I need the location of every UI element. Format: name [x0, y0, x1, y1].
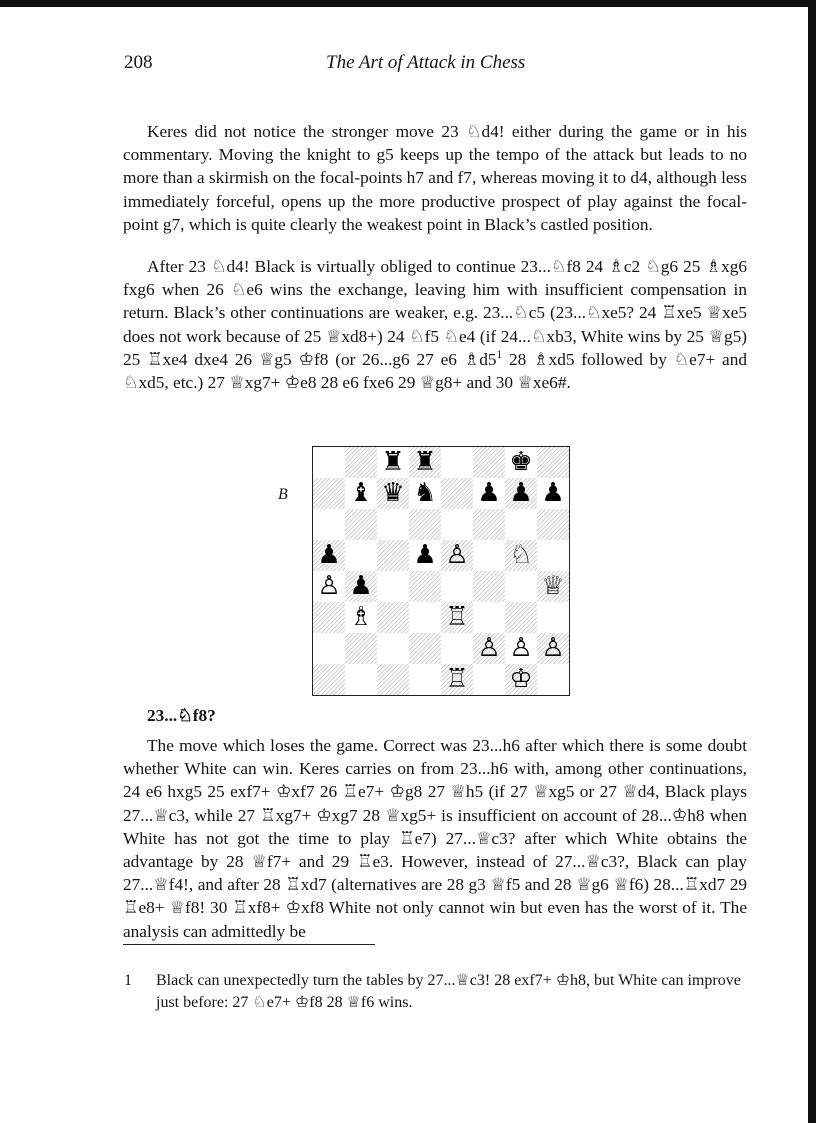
- square-e2: [441, 633, 473, 664]
- square-h1: [537, 664, 569, 695]
- square-d7: [409, 478, 441, 509]
- square-e6: [441, 509, 473, 540]
- square-c8: [377, 447, 409, 478]
- paragraph-analysis-text: After 23 ♘d4! Black is virtually obliged to continue 23...♘f8 24 ♗c2 ♘g6 25 ♗xg6 fxg6 when 26 ♘e6 wins the exchange, leaving him with insufficient compensation in return. Black’s other continuations are weaker, e.g. 23...♘c5 (23...♘xe5? 24 ♖xe5 ♕xe5 does not work because of 25 ♕xd8+) 24 ♘f5 ♘e4 (if 24...♘xb3, White wins by 25 ♕g5) 25 ♖xe4 dxe4 26 ♕g5 ♔f8 (or 26...g6 27 e6 ♗d5: [123, 257, 747, 369]
- square-b2: [345, 633, 377, 664]
- chess-piece-icon: ♖: [445, 602, 469, 632]
- chess-piece-icon: ♙: [317, 571, 341, 601]
- chess-piece-icon: ♟: [317, 540, 341, 570]
- square-h3: [537, 602, 569, 633]
- chess-piece-icon: ♔: [509, 664, 533, 694]
- square-f6: [473, 509, 505, 540]
- square-h7: [537, 478, 569, 509]
- footnote-rule: [123, 944, 375, 945]
- square-b3: [345, 602, 377, 633]
- page-number: 208: [124, 52, 153, 73]
- square-d6: [409, 509, 441, 540]
- chess-diagram: [312, 446, 570, 696]
- paragraph-move-comment: The move which loses the game. Correct was 23...h6 after which there is some doubt whether White can win. Keres carries on from 23...h6 with, among other continuations, 24 e6 hxg5 25 exf7+ ♔xf7 26 ♖e7+ ♔g8 27 ♕h5 (if 27 ♕xg5 or 27 ♕d4, Black plays 27...♕c3, while 27 ♖xg7+ ♔xg7 28 ♕xg5+ is insufficient on account of 28...♔h8 when White has not got the time to play ♖e7) 27...♕c3? after which White obtains the advantage by 28 ♕f7+ and 29 ♖e3. However, instead of 27...♕c3?, Black can play 27...♕f4!, and after 28 ♖xd7 (alternatives are 28 g3 ♕f5 and 28 ♕g6 ♕f6) 28...♖xd7 29 ♖e8+ ♕f8! 30 ♖xf8+ ♔xf8 White not only cannot win but even has the worst of it. The analysis can admittedly be: [123, 736, 747, 941]
- chess-piece-icon: ♟: [509, 478, 533, 508]
- square-b6: [345, 509, 377, 540]
- chess-piece-icon: ♟: [349, 571, 373, 601]
- square-b7: [345, 478, 377, 509]
- square-h8: [537, 447, 569, 478]
- square-f1: [473, 664, 505, 695]
- square-f4: [473, 571, 505, 602]
- square-h6: [537, 509, 569, 540]
- square-a3: [313, 602, 345, 633]
- square-d1: [409, 664, 441, 695]
- square-c2: [377, 633, 409, 664]
- square-f3: [473, 602, 505, 633]
- square-a6: [313, 509, 345, 540]
- chess-piece-icon: ♚: [509, 447, 533, 477]
- square-d5: [409, 540, 441, 571]
- chess-piece-icon: ♟: [541, 478, 565, 508]
- side-to-move-label: B: [278, 486, 288, 503]
- square-e8: [441, 447, 473, 478]
- square-g1: [505, 664, 537, 695]
- chess-piece-icon: ♖: [445, 664, 469, 694]
- square-c6: [377, 509, 409, 540]
- square-e7: [441, 478, 473, 509]
- square-a2: [313, 633, 345, 664]
- square-e3: [441, 602, 473, 633]
- chess-piece-icon: ♟: [413, 540, 437, 570]
- square-e5: [441, 540, 473, 571]
- move-heading: 23...♘f8?: [147, 706, 216, 725]
- chess-piece-icon: ♟: [477, 478, 501, 508]
- chess-piece-icon: ♛: [381, 478, 405, 508]
- square-a4: [313, 571, 345, 602]
- square-e4: [441, 571, 473, 602]
- chess-piece-icon: ♜: [381, 447, 405, 477]
- square-g8: [505, 447, 537, 478]
- square-e1: [441, 664, 473, 695]
- square-d4: [409, 571, 441, 602]
- square-f2: [473, 633, 505, 664]
- square-b5: [345, 540, 377, 571]
- chess-piece-icon: ♝: [349, 478, 373, 508]
- scan-top-edge: [0, 0, 816, 7]
- footnote-reference: 1: [496, 349, 503, 362]
- chess-piece-icon: ♙: [509, 633, 533, 663]
- chess-piece-icon: ♙: [477, 633, 501, 663]
- square-g4: [505, 571, 537, 602]
- square-d3: [409, 602, 441, 633]
- square-b8: [345, 447, 377, 478]
- page-header: [124, 52, 750, 78]
- square-c5: [377, 540, 409, 571]
- square-d8: [409, 447, 441, 478]
- chess-piece-icon: ♗: [349, 602, 373, 632]
- chess-piece-icon: ♙: [445, 540, 469, 570]
- running-title: The Art of Attack in Chess: [326, 52, 526, 73]
- square-g5: [505, 540, 537, 571]
- chess-piece-icon: ♜: [413, 447, 437, 477]
- square-b4: [345, 571, 377, 602]
- square-a8: [313, 447, 345, 478]
- square-c3: [377, 602, 409, 633]
- square-c1: [377, 664, 409, 695]
- square-b1: [345, 664, 377, 695]
- square-f5: [473, 540, 505, 571]
- square-h4: [537, 571, 569, 602]
- chess-piece-icon: ♕: [541, 571, 565, 601]
- footnote-text: Black can unexpectedly turn the tables by 27...♕c3! 28 exf7+ ♔h8, but White can improve just before: 27 ♘e7+ ♔f8 28 ♕f6 wins.: [156, 972, 741, 1011]
- square-h2: [537, 633, 569, 664]
- footnote-number: 1: [124, 972, 132, 989]
- square-g2: [505, 633, 537, 664]
- square-h5: [537, 540, 569, 571]
- square-c7: [377, 478, 409, 509]
- chess-piece-icon: ♙: [541, 633, 565, 663]
- scan-right-edge: [808, 0, 816, 1123]
- chess-piece-icon: ♞: [413, 478, 437, 508]
- paragraph-analysis-text-end: 28 ♗xd5 followed by ♘e7+ and ♘xd5, etc.) 27 ♕xg7+ ♔e8 28 e6 fxe6 29 ♕g8+ and 30 ♕xe6#.: [123, 349, 747, 393]
- square-g7: [505, 478, 537, 509]
- chess-piece-icon: ♘: [509, 540, 533, 570]
- square-a7: [313, 478, 345, 509]
- square-d2: [409, 633, 441, 664]
- paragraph-keres-commentary: Keres did not notice the stronger move 23 ♘d4! either during the game or in his commentary. Moving the knight to g5 keeps up the tempo of the attack but leads to no more than a skirmish on the focal-points h7 and f7, whereas moving it to d4, although less immediately forceful, opens up the more productive prospect of play against the focal-point g7, which is quite clearly the weakest point in Black’s castled position.: [123, 122, 747, 234]
- square-g3: [505, 602, 537, 633]
- square-g6: [505, 509, 537, 540]
- square-a5: [313, 540, 345, 571]
- square-c4: [377, 571, 409, 602]
- paragraph-analysis-23-nd4: [123, 255, 747, 394]
- square-f8: [473, 447, 505, 478]
- square-a1: [313, 664, 345, 695]
- square-f7: [473, 478, 505, 509]
